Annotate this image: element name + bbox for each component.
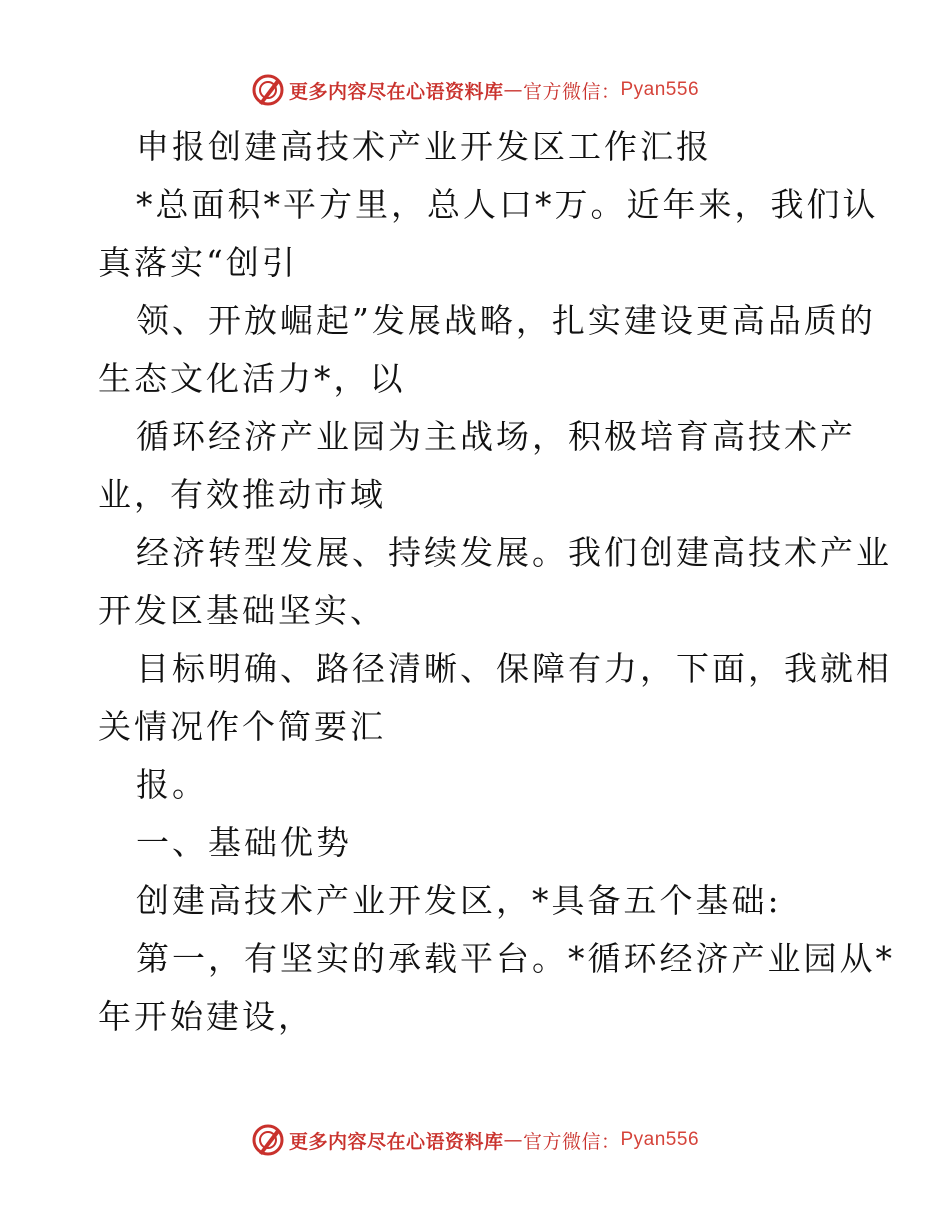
watermark-title: 更多内容尽在心语资料库 [288, 80, 504, 103]
watermark-wechat-id: Pyan556 [620, 79, 700, 100]
document-title: 申报创建高技术产业开发区工作汇报 [136, 127, 712, 166]
paragraph-line: 报。 [136, 765, 208, 804]
watermark-header [0, 70, 950, 110]
watermark-dash: — [503, 79, 523, 101]
watermark-footer [0, 1120, 950, 1160]
paragraph-line: 第一，有坚实的承载平台。*循环经济产业园从* [136, 939, 895, 978]
paragraph-line: 真落实“创引 [98, 243, 298, 282]
document-body [98, 118, 895, 1046]
paragraph-line: 目标明确、路径清晰、保障有力，下面，我就相 [136, 649, 892, 688]
watermark-dash: — [503, 1129, 523, 1151]
watermark-title: 更多内容尽在心语资料库 [288, 1130, 504, 1153]
paragraph-line: 开发区基础坚实、 [98, 591, 386, 630]
paragraph-line: 关情况作个简要汇 [98, 707, 386, 746]
watermark-wechat-id: Pyan556 [620, 1129, 700, 1150]
paragraph-line: 领、开放崛起”发展战略，扎实建设更高品质的 [136, 301, 876, 340]
paragraph-line: *总面积*平方里，总人口*万。近年来，我们认 [136, 185, 879, 224]
pen-logo-icon [251, 73, 285, 107]
paragraph-line: 业，有效推动市域 [98, 475, 386, 514]
paragraph-line: 创建高技术产业开发区，*具备五个基础: [136, 881, 782, 920]
paragraph-line: 经济转型发展、持续发展。我们创建高技术产业 [136, 533, 892, 572]
paragraph-line: 循环经济产业园为主战场，积极培育高技术产 [136, 417, 856, 456]
paragraph-line: 生态文化活力*，以 [98, 359, 406, 398]
paragraph-line: 年开始建设， [98, 997, 314, 1036]
watermark-label: 官方微信： [522, 1130, 621, 1153]
section-heading: 一、基础优势 [136, 823, 352, 862]
watermark-label: 官方微信： [522, 80, 621, 103]
pen-logo-icon [251, 1123, 285, 1157]
